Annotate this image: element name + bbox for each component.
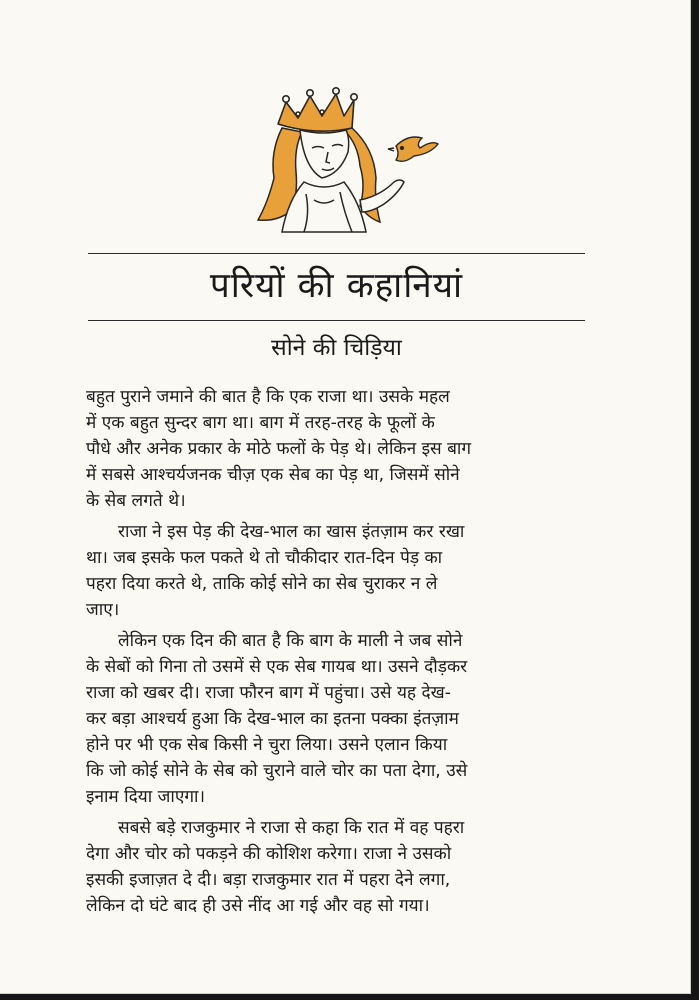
text-line: पौधे और अनेक प्रकार के मोठे फलों के पेड़ थे। लेकिन इस बाग: [86, 439, 472, 459]
text-line: सबसे बड़े राजकुमार ने राजा से कहा कि रात में वह पहरा: [118, 818, 465, 838]
text-line: के सेबों को गिना तो उसमें से एक सेब गायब था। उसने दौड़कर: [86, 657, 468, 677]
crown-icon: [278, 88, 357, 131]
text-line: में एक बहुत सुन्दर बाग था। बाग में तरह-तरह के फूलों के: [86, 413, 435, 433]
story-body: [86, 384, 616, 919]
text-line: लेकिन दो घंटे बाद ही उसे नींद आ गई और वह सो गया।: [86, 896, 430, 916]
text-line: राजा को खबर दी। राजा फौरन बाग में पहुंचा। उसे यह देख-: [86, 683, 451, 703]
face-shape: [300, 130, 349, 178]
text-line: राजा ने इस पेड़ की देख-भाल का खास इंतज़ाम कर रखा: [118, 522, 465, 542]
text-line: होने पर भी एक सेब किसी ने चुरा लिया। उसने एलान किया: [86, 735, 448, 755]
bird-icon: [388, 137, 438, 161]
text-line: देगा और चोर को पकड़ने की कोशिश करेगा। राजा ने उसको: [86, 844, 452, 864]
text-line: लेकिन एक दिन की बात है कि बाग के माली ने जब सोने: [118, 631, 463, 651]
text-line: इसकी इजाज़त दे दी। बड़ा राजकुमार रात में पहरा देने लगा,: [86, 870, 451, 890]
text-line: इनाम दिया जाएगा।: [86, 787, 205, 807]
text-line: कि जो कोई सोने के सेब को चुराने वाले चोर का पता देगा, उसे: [86, 761, 468, 781]
story-title: सोने की चिड़िया: [271, 335, 402, 361]
title-divider-bottom: [88, 320, 585, 321]
text-line: बहुत पुराने जमाने की बात है कि एक राजा था। उसके महल: [86, 387, 450, 407]
title-divider-top: [88, 253, 585, 254]
text-line: में सबसे आश्चर्यजनक चीज़ एक सेब का पेड़ था, जिसमें सोने: [86, 465, 460, 485]
text-line: पहरा दिया करते थे, ताकि कोई सोने का सेब चुराकर न ले: [86, 574, 438, 594]
text-line: के सेब लगते थे।: [86, 491, 186, 511]
text-line: कर बड़ा आश्चर्य हुआ कि देख-भाल का इतना पक्का इंतज़ाम: [86, 709, 459, 729]
book-title: परियों की कहानियां: [209, 266, 464, 306]
text-line: था। जब इसके फल पकते थे तो चौकीदार रात-दिन पेड़ का: [86, 548, 443, 568]
princess-with-bird-illustration: [248, 82, 440, 240]
text-line: जाए।: [86, 600, 120, 620]
